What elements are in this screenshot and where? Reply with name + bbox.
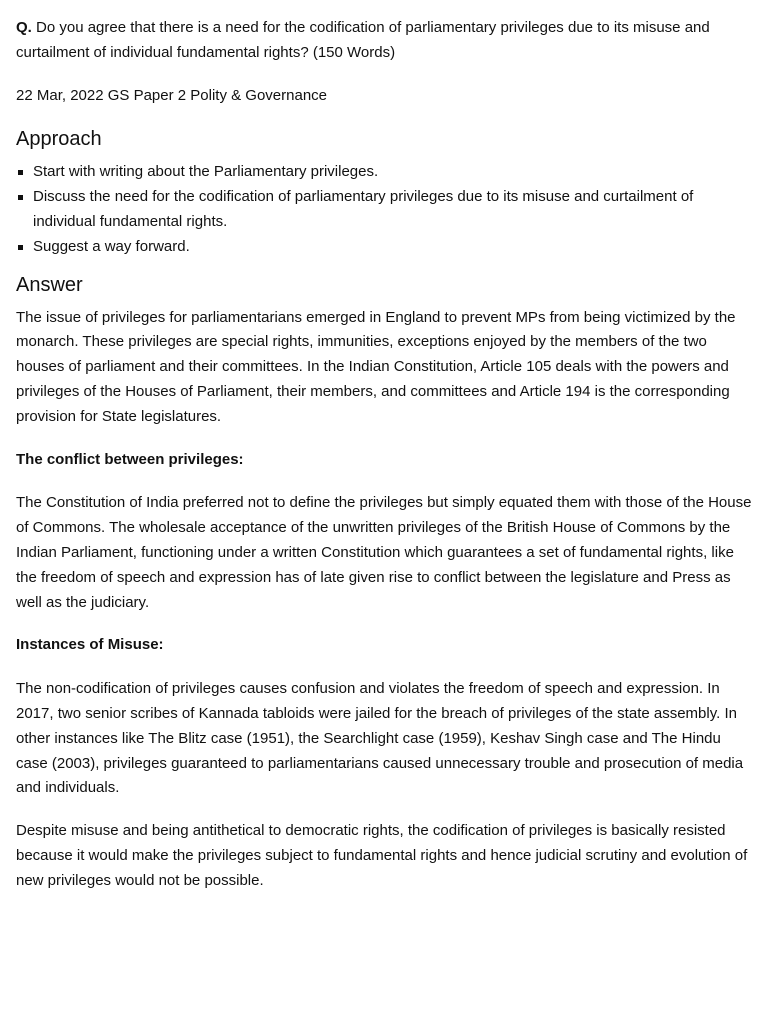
- approach-item-text: Suggest a way forward.: [33, 237, 190, 255]
- conflict-paragraph: The Constitution of India preferred not to define the privileges but simply equated them with those of the House of Commons. The wholesale acceptance of the unwritten privileges of the British House of Commons by the Indian Parliament, functioning under a written Constitution which guarantees a set of fundamental rights, like the freedom of speech and expression has of late given rise to conflict between the legislature and Press as well as the judiciary.: [16, 494, 752, 611]
- question-label: Q.: [16, 19, 32, 36]
- question-meta: 22 Mar, 2022 GS Paper 2 Polity & Governance: [16, 86, 328, 104]
- approach-item: [16, 235, 752, 260]
- approach-item-text: Start with writing about the Parliamentary privileges.: [33, 163, 379, 181]
- approach-item: [16, 185, 752, 235]
- approach-list: [16, 160, 752, 259]
- question-text: Do you agree that there is a need for the codification of parliamentary privileges due to its misuse and curtailment of individual fundamental rights? (150 Words): [16, 19, 710, 61]
- bullet-square-icon: [18, 245, 23, 250]
- answer-intro: The issue of privileges for parliamentarians emerged in England to prevent MPs from being victimized by the monarch. These privileges are special rights, immunities, exceptions enjoyed by the members of the two houses of parliament and their committees. In the Indian Constitution, Article 105 deals with the powers and privileges of the Houses of Parliament, their members, and committees and Article 194 is the corresponding provision for State legislatures.: [16, 308, 736, 425]
- misuse-paragraph: The non-codification of privileges causes confusion and violates the freedom of speech and expression. In 2017, two senior scribes of Kannada tabloids were jailed for the breach of privileges of the state assembly. In other instances like The Blitz case (1951), the Searchlight case (1959), Keshav Singh case and The Hindu case (2003), privileges guaranteed to parliamentarians caused unnecessary trouble and prosecution of media and individuals.: [16, 680, 744, 797]
- bullet-square-icon: [18, 195, 23, 200]
- approach-heading: Approach: [16, 128, 102, 151]
- bullet-square-icon: [18, 170, 23, 175]
- approach-item: [16, 160, 752, 185]
- resistance-paragraph: Despite misuse and being antithetical to democratic rights, the codification of privileges is basically resisted because it would make the privileges subject to fundamental rights and hence judicial scrutiny and evolution of new privileges would not be possible.: [16, 822, 748, 889]
- conflict-heading: The conflict between privileges:: [16, 450, 244, 468]
- misuse-heading: Instances of Misuse:: [16, 636, 164, 654]
- approach-item-text: Discuss the need for the codification of parliamentary privileges due to its misuse and curtailment of individual fundamental rights.: [33, 188, 694, 230]
- question: [16, 16, 752, 66]
- answer-heading: Answer: [16, 273, 83, 296]
